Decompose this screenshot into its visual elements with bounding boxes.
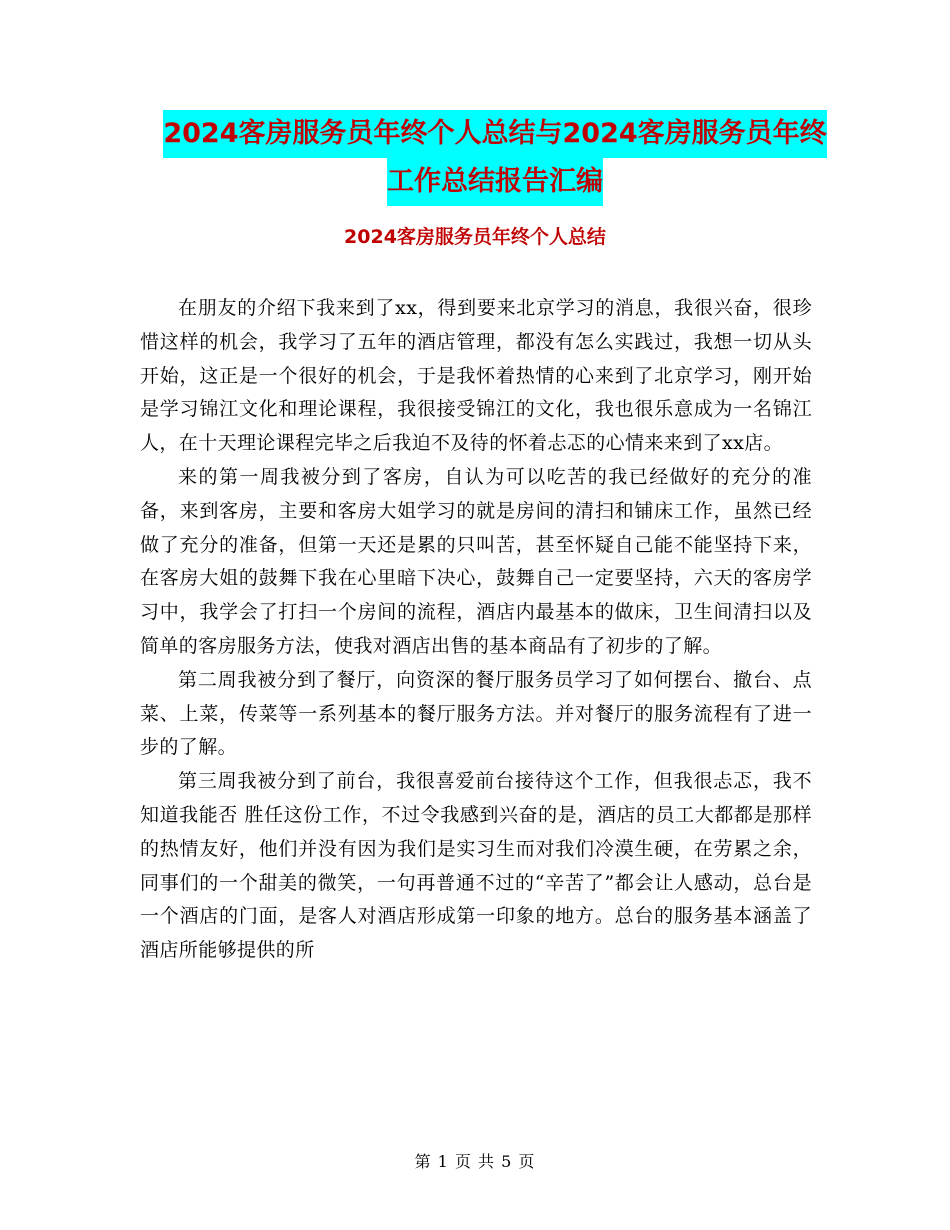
body-paragraph-4: 第三周我被分到了前台，我很喜爱前台接待这个工作，但我很忐忑，我不知道我能否 胜任这份工作，不过令我感到兴奋的是，酒店的员工大都都是那样的热情友好，他们并没有因为我们是实习生而对我们冷漠生硬，在劳累之余，同事们的一个甜美的微笑，一句再普通不过的“辛苦了”都会让人感动，总台是一个酒店的门面，是客人对酒店形成第一印象的地方。总台的服务基本涵盖了酒店所能够提供的所	[140, 770, 812, 962]
body-paragraph-1: 在朋友的介绍下我来到了xx，得到要来北京学习的消息，我很兴奋，很珍惜这样的机会，我学习了五年的酒店管理，都没有怎么实践过，我想一切从头开始，这正是一个很好的机会，于是我怀着热情的心来到了北京学习，刚开始是学习锦江文化和理论课程，我很接受锦江的文化，我也很乐意成为一名锦江人，在十天理论课程完毕之后我迫不及待的怀着忐忑的心情来来到了xx店。	[140, 297, 812, 455]
page-number-footer: 第 1 页 共 5 页	[414, 1152, 536, 1171]
document-title	[140, 110, 850, 206]
section-heading: 2024客房服务员年终个人总结	[344, 226, 606, 248]
document-title-line-2: 工作总结报告汇编	[387, 158, 603, 206]
body-paragraph-2: 来的第一周我被分到了客房，自认为可以吃苦的我已经做好的充分的准备，来到客房，主要和客房大姐学习的就是房间的清扫和铺床工作，虽然已经做了充分的准备，但第一天还是累的只叫苦，甚至怀疑自己能不能坚持下来，在客房大姐的鼓舞下我在心里暗下决心，鼓舞自己一定要坚持，六天的客房学习中，我学会了打扫一个房间的流程，酒店内最基本的做床，卫生间清扫以及简单的客房服务方法，使我对酒店出售的基本商品有了初步的了解。	[140, 465, 812, 657]
document-title-line-1: 2024客房服务员年终个人总结与2024客房服务员年终	[163, 110, 826, 158]
body-paragraph-3: 第二周我被分到了餐厅，向资深的餐厅服务员学习了如何摆台、撤台、点菜、上菜，传菜等一系列基本的餐厅服务方法。并对餐厅的服务流程有了进一步的了解。	[140, 668, 812, 759]
document-body	[140, 292, 812, 968]
